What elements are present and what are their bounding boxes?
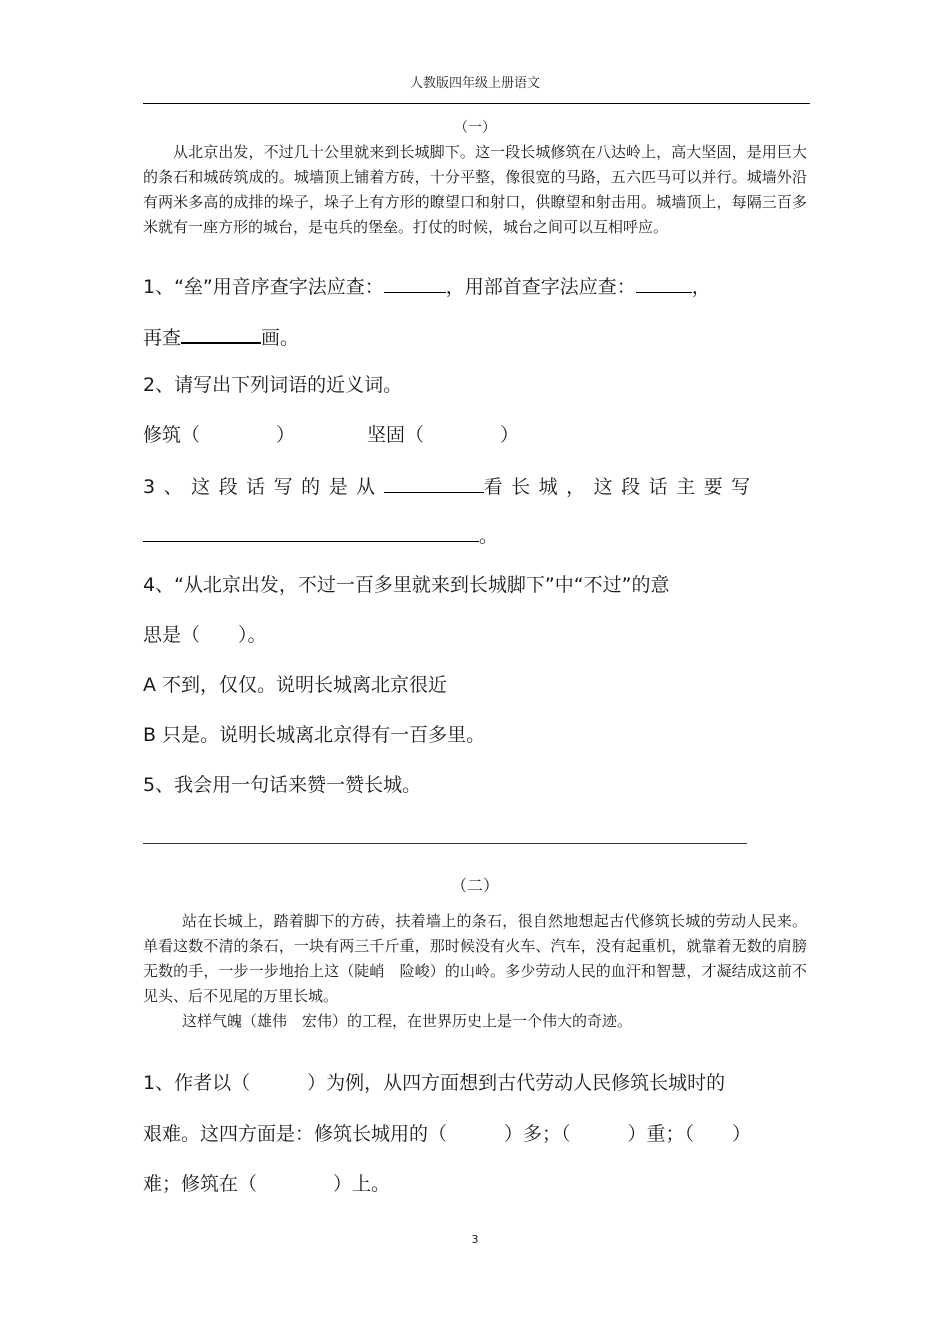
- s1-q1-blank-3[interactable]: [181, 322, 261, 344]
- s2-question-1-line-3: 难；修筑在（ ）上。: [143, 1173, 391, 1195]
- section1-passage-text: 从北京出发，不过几十公里就来到长城脚下。这一段长城修筑在八达岭上，高大坚固，是用巨大的条石和城砖筑成的。城墙顶上铺着方砖，十分平整，像很宽的马路，五六匹马可以并行。城墙外沿有两米多高的成排的垛子，垛子上有方形的瞭望口和射口，供瞭望和射击用。城墙顶上，每隔三百多米就有一座方形的城台，是屯兵的堡垒。打仗的时候，城台之间可以互相呼应。: [143, 143, 807, 236]
- section2-passage-para-1: 站在长城上，踏着脚下的方砖，扶着墙上的条石，很自然地想起古代修筑长城的劳动人民来。单看这数不清的条石，一块有两三千斤重，那时候没有火车、汽车，没有起重机，就靠着无数的肩膀无数的手，一步一步地抬上这（陡峭 险峻）的山岭。多少劳动人民的血汗和智慧，才凝结成这前不见头、后不见尾的万里长城。: [143, 912, 807, 1005]
- s1-question-1-line-1: [143, 272, 807, 301]
- s1-q1-text-c: ，: [691, 276, 711, 298]
- s1-q5-answer-line[interactable]: [143, 843, 747, 844]
- page-header: 人教版四年级上册语文: [409, 76, 540, 91]
- s1-question-2: 2、请写出下列词语的近义词。: [143, 374, 403, 396]
- s1-question-5: 5、我会用一句话来赞一赞长城。: [143, 774, 422, 796]
- section2-passage: [143, 909, 807, 1034]
- section1-passage: [143, 140, 807, 240]
- s1-q1-blank-1[interactable]: [384, 272, 446, 293]
- s1-question-2-words: [143, 421, 807, 449]
- s1-q3-blank-2[interactable]: [143, 521, 479, 542]
- page-number: 3: [471, 1233, 479, 1246]
- section2-title: （二）: [450, 876, 499, 895]
- s1-q2-word-2: 坚固（ ）: [367, 424, 520, 446]
- s1-q1-text-e: 画。: [261, 327, 300, 349]
- s1-question-4-option-a: A 不到，仅仅。说明长城离北京很近: [143, 674, 448, 696]
- s1-q3-end: 。: [479, 525, 499, 547]
- header-rule: [143, 103, 810, 104]
- s1-q3-text-a: 3、这段话写的是从: [143, 476, 384, 498]
- section2-passage-para-2: 这样气魄（雄伟 宏伟）的工程，在世界历史上是一个伟大的奇迹。: [182, 1012, 633, 1030]
- s2-question-1-line-2: 艰难。这四方面是：修筑长城用的（ ）多；（ ）重；（ ）: [143, 1123, 752, 1145]
- s1-question-4-line-1: 4、“从北京出发，不过一百多里就来到长城脚下”中“不过”的意: [143, 574, 670, 596]
- s1-q1-text-d: 再查: [143, 327, 182, 349]
- s1-question-4-line-2: 思是（ ）。: [143, 624, 267, 646]
- s1-q3-text-b: 看长城，这段话主要写: [483, 476, 759, 498]
- s1-question-3-line-1: [143, 472, 807, 501]
- s1-q1-blank-2[interactable]: [636, 272, 692, 293]
- s1-question-3-line-2: [143, 521, 807, 550]
- s1-question-1-line-2: [143, 322, 807, 352]
- s2-question-1-line-1: 1、作者以（ ）为例，从四方面想到古代劳动人民修筑长城时的: [143, 1072, 726, 1094]
- section1-title: （一）: [454, 120, 496, 136]
- s1-q1-text-a: 1、“垒”用音序查字法应查：: [143, 276, 384, 298]
- s1-q1-text-b: ，用部首查字法应查：: [445, 276, 636, 298]
- s1-q3-blank-1[interactable]: [384, 472, 484, 493]
- s1-question-4-option-b: B 只是。说明长城离北京得有一百多里。: [143, 724, 486, 746]
- s1-q2-word-1: 修筑（ ）: [143, 424, 296, 446]
